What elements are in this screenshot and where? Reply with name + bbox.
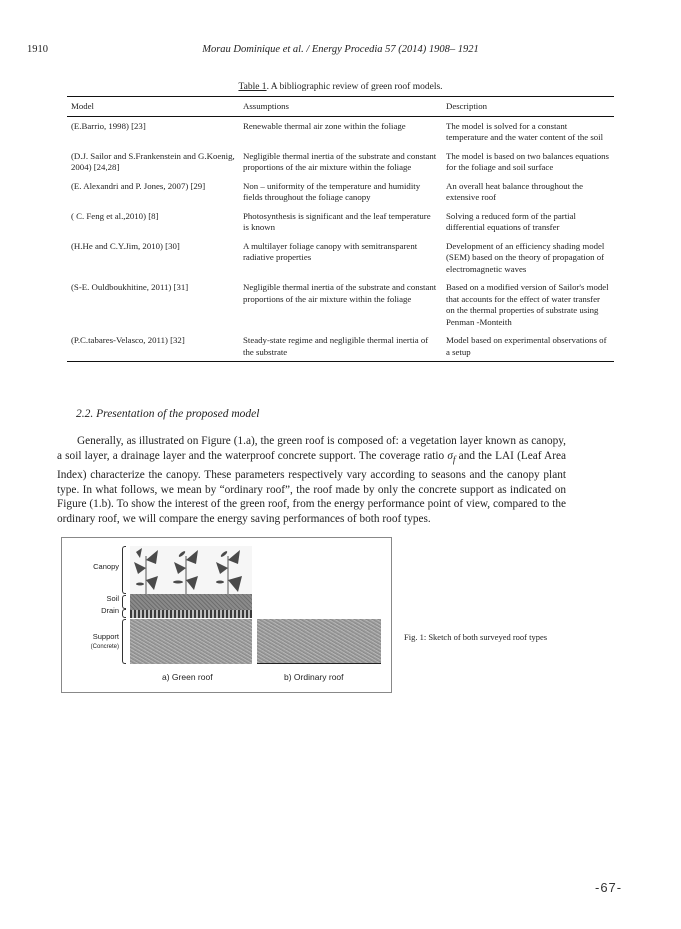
column-header-model: Model bbox=[71, 101, 94, 111]
drain-layer bbox=[130, 610, 252, 618]
cell-model: (D.J. Sailor and S.Frankenstein and G.Koenig, 2004) [24,28] bbox=[71, 150, 235, 172]
label-soil: Soil bbox=[106, 594, 119, 603]
cell-assumptions: Negligible thermal inertia of the substrate and constant proportions of the air mixture within the foliage bbox=[243, 282, 437, 304]
cell-assumptions: Photosynthesis is significant and the leaf temperature is known bbox=[243, 210, 431, 232]
column-header-assumptions: Assumptions bbox=[243, 101, 289, 111]
support-layer-ordinary-roof bbox=[257, 619, 381, 664]
table-header-row bbox=[67, 97, 614, 117]
cell-model: (E. Alexandri and P. Jones, 2007) [29] bbox=[71, 180, 206, 191]
running-head bbox=[0, 44, 681, 58]
soil-layer bbox=[130, 594, 252, 610]
body-paragraph: Generally, as illustrated on Figure (1.a), the green roof is composed of: a vegetation layer known as canopy, a soil layer, a drainage layer and the waterproof concrete support. The coverage ratio $\sigma_f$ and the LAI (Leaf Area Index) characterize the canopy. These parameters respectively vary according to seasons and the canopy plant type. In what follows, we mean by “ordinary roof”, the roof made by only the concrete support as indicated on Figure (1.b). To show the interest of the green roof, from the energy performance point of view, compared to the ordinary roof, we will compare the energy saving performances of both roof types. bbox=[57, 435, 566, 526]
cell-description: An overall heat balance throughout the extensive roof bbox=[446, 180, 584, 202]
brace-soil bbox=[122, 595, 126, 609]
table-row bbox=[67, 331, 614, 362]
cell-description: Solving a reduced form of the partial differential equations of transfer bbox=[446, 210, 576, 232]
figure-roof-sketch bbox=[61, 537, 392, 693]
cell-assumptions: Renewable thermal air zone within the foliage bbox=[243, 120, 406, 131]
section-heading: 2.2. Presentation of the proposed model bbox=[76, 408, 260, 420]
cell-description: The model is based on two balances equations for the foliage and soil surface bbox=[446, 150, 609, 172]
subfigure-a-label: a) Green roof bbox=[162, 672, 213, 682]
label-drain: Drain bbox=[101, 606, 119, 615]
plants-icon bbox=[130, 546, 252, 594]
table-row bbox=[67, 177, 614, 207]
brace-drain bbox=[122, 609, 126, 618]
table-row bbox=[67, 116, 614, 147]
cell-assumptions: A multilayer foliage canopy with semitransparent radiative properties bbox=[243, 240, 418, 262]
review-table bbox=[67, 96, 614, 362]
cell-model: (E.Barrio, 1998) [23] bbox=[71, 120, 146, 131]
brace-canopy bbox=[122, 546, 126, 594]
cell-description: Based on a modified version of Sailor's model that accounts for the effect of water transfer on the thermal properties of substrate using Penman -Monteith bbox=[446, 282, 609, 327]
page-number: 1910 bbox=[27, 44, 48, 55]
cell-description: Development of an efficiency shading model (SEM) based on the theory of propagation of electromagnetic waves bbox=[446, 240, 605, 274]
cell-assumptions: Steady-state regime and negligible thermal inertia of the substrate bbox=[243, 335, 429, 357]
cell-model: (S-E. Ouldboukhitine, 2011) [31] bbox=[71, 282, 189, 292]
column-header-description: Description bbox=[446, 101, 488, 111]
label-canopy: Canopy bbox=[93, 562, 119, 571]
canopy-layer bbox=[130, 546, 252, 594]
cell-assumptions: Negligible thermal inertia of the substrate and constant proportions of the air mixture within the foliage bbox=[243, 150, 437, 172]
folio-number: -67- bbox=[595, 880, 623, 895]
brace-support bbox=[122, 619, 126, 664]
cell-description: Model based on experimental observations of a setup bbox=[446, 335, 607, 357]
table-row bbox=[67, 207, 614, 237]
figure-caption: Fig. 1: Sketch of both surveyed roof types bbox=[404, 632, 548, 642]
coverage-ratio-symbol: $\sigma_f$ bbox=[447, 449, 456, 466]
cell-assumptions: Non – uniformity of the temperature and humidity fields throughout the foliage canopy bbox=[243, 180, 421, 202]
cell-model: (H.He and C.Y.Jim, 2010) [30] bbox=[71, 240, 180, 251]
table-caption bbox=[0, 82, 681, 92]
label-support: Support bbox=[92, 632, 119, 641]
table-row bbox=[67, 278, 614, 331]
table-caption-text: . A bibliographic review of green roof models. bbox=[266, 82, 443, 92]
support-layer-green-roof bbox=[130, 619, 252, 664]
table-row bbox=[67, 237, 614, 279]
table-label: Table 1 bbox=[238, 82, 267, 92]
table-row bbox=[67, 147, 614, 177]
label-concrete: (Concrete) bbox=[90, 644, 119, 650]
cell-description: The model is solved for a constant temperature and the water content of the soil bbox=[446, 120, 604, 142]
subfigure-b-label: b) Ordinary roof bbox=[284, 672, 344, 682]
cell-model: (P.C.tabares-Velasco, 2011) [32] bbox=[71, 335, 185, 345]
cell-model: ( C. Feng et al.,2010) [8] bbox=[71, 210, 159, 221]
journal-citation: Morau Dominique et al. / Energy Procedia 57 (2014) 1908– 1921 bbox=[202, 44, 479, 55]
